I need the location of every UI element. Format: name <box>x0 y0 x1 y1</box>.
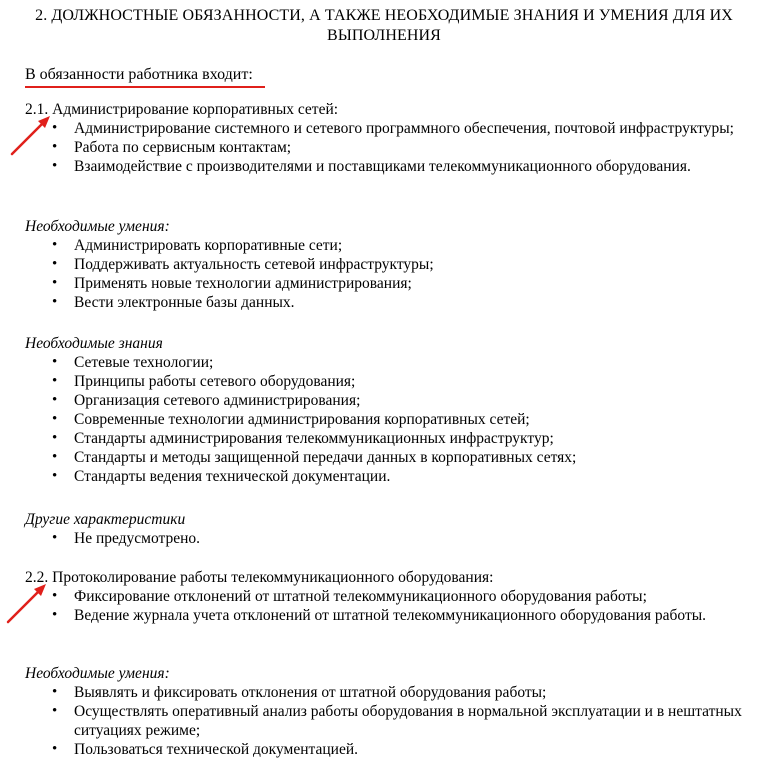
list-item: • Поддерживать актуальность сетевой инфраструктуры; <box>25 255 745 274</box>
list-item: • Работа по сервисным контактам; <box>25 138 745 157</box>
red-underline-annotation <box>25 86 265 88</box>
section-2-1-duties <box>25 119 745 176</box>
knowledge-list <box>25 353 745 486</box>
list-item: • Принципы работы сетевого оборудования; <box>25 372 745 391</box>
section-2-1-knowledge <box>25 334 745 486</box>
list-item: • Взаимодействие с производителями и поставщиками телекоммуникационного оборудования. <box>25 157 745 176</box>
knowledge-heading: Необходимые знания <box>25 335 163 352</box>
list-item: • Ведение журнала учета отклонений от штатной телекоммуникационного оборудования работы. <box>25 606 745 625</box>
skills-heading: Необходимые умения: <box>25 218 170 235</box>
section-2-2-duties <box>25 587 745 625</box>
section-2-1-other <box>25 510 745 548</box>
list-item: • Стандарты администрирования телекоммуникационных инфраструктур; <box>25 429 745 448</box>
red-arrow-icon <box>4 580 50 626</box>
section-2-1-heading: 2.1. Администрирование корпоративных сетей: <box>25 101 339 118</box>
section-2-2 <box>25 568 745 625</box>
skills-list <box>25 236 745 312</box>
section-2-1 <box>25 100 745 176</box>
other-list <box>25 529 745 548</box>
section-2-2-heading: 2.2. Протоколирование работы телекоммуникационного оборудования: <box>25 569 494 586</box>
list-item: • Стандарты ведения технической документации. <box>25 467 745 486</box>
skills-list <box>25 683 745 759</box>
list-item: • Выявлять и фиксировать отклонения от штатной оборудования работы; <box>25 683 745 702</box>
list-item: • Стандарты и методы защищенной передачи данных в корпоративных сетях; <box>25 448 745 467</box>
list-item: • Фиксирование отклонений от штатной телекоммуникационного оборудования работы; <box>25 587 745 606</box>
list-item: • Современные технологии администрирования корпоративных сетей; <box>25 410 745 429</box>
skills-heading: Необходимые умения: <box>25 665 170 682</box>
list-item: • Осуществлять оперативный анализ работы оборудования в нормальной эксплуатации и в нештатных ситуациях режиме; <box>25 702 745 740</box>
list-item: • Администрирование системного и сетевого программного обеспечения, почтовой инфраструктуры; <box>25 119 745 138</box>
other-heading: Другие характеристики <box>25 511 186 528</box>
intro-text: В обязанности работника входит: <box>25 66 253 83</box>
document-title: 2. ДОЛЖНОСТНЫЕ ОБЯЗАННОСТИ, А ТАКЖЕ НЕОБХОДИМЫЕ ЗНАНИЯ И УМЕНИЯ ДЛЯ ИХ ВЫПОЛНЕНИЯ <box>35 7 733 44</box>
list-item: • Организация сетевого администрирования; <box>25 391 745 410</box>
list-item: • Администрировать корпоративные сети; <box>25 236 745 255</box>
list-item: • Применять новые технологии администрирования; <box>25 274 745 293</box>
red-arrow-icon <box>8 112 54 158</box>
section-2-2-skills <box>25 664 745 759</box>
list-item: • Не предусмотрено. <box>25 529 745 548</box>
section-2-1-skills <box>25 217 745 312</box>
list-item: • Вести электронные базы данных. <box>25 293 745 312</box>
list-item: • Сетевые технологии; <box>25 353 745 372</box>
list-item: • Пользоваться технической документацией. <box>25 740 745 759</box>
